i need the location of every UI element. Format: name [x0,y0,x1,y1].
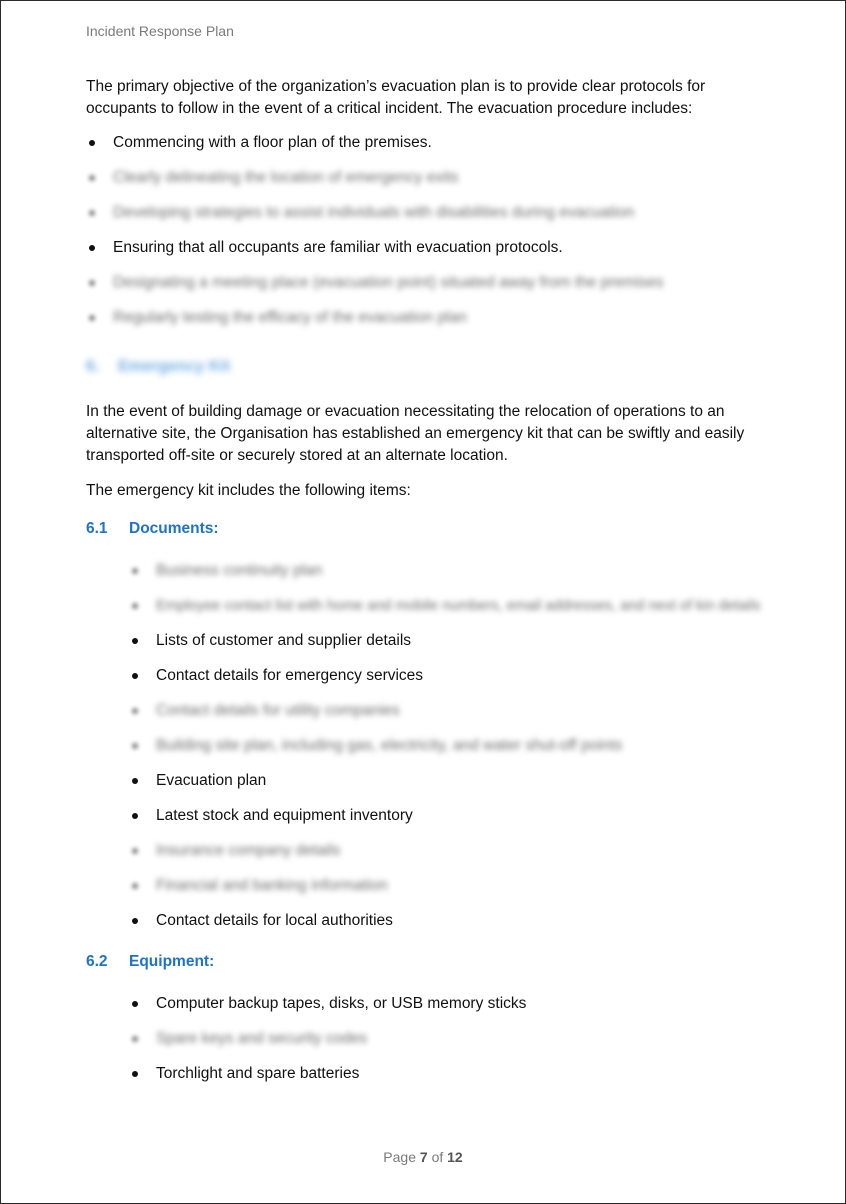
subheading-number: 6.1 [86,520,108,537]
section-heading-emergency-kit [86,358,230,376]
current-page: 7 [419,1149,428,1165]
subheading-number: 6.2 [86,953,108,970]
intro-paragraph: The primary objective of the organization’s evacuation plan is to provide clear protocols for occupants to follow in the event of a critical incident. The evacuation procedure includes: [86,78,706,117]
subheading-equipment [86,953,214,971]
subheading-documents [86,520,219,538]
emergency-kit-paragraph: In the event of building damage or evacuation necessitating the relocation of operations to an alternative site, the Organisation has established an emergency kit that can be swiftly and easily transported off-site or securely stored at an alternate location. [86,403,745,464]
kit-intro-paragraph: The emergency kit includes the following items: [86,482,411,499]
page-number-footer: Page 7 of 12 [383,1149,463,1165]
subheading-title: Equipment: [129,953,215,970]
subheading-title: Documents: [129,520,219,537]
section-title: Emergency Kit [118,358,231,375]
section-number: 6. [86,358,100,375]
document-page: Incident Response Plan The primary objective of the organization’s evacuation plan is to provide clear protocols for occupants to follow in the event of a critical incident. The evacuation procedure includes: Commencing with a floor plan of the premises. Clearly delineating the location of emergency exits Developing strategies to assist individuals with disabilities during evacuation Ensuring that all occupants are familiar with evacuation protocols. Designating a meeting place (evacuation point) situated away from the premises Regularly testing the efficacy of the evacuation plan 6. Emergency Kit In the event of building damage or evacuation necessitating the relocation of operations to an alternative site, the Organisation has established an emergency kit that can be swiftly and easily transported off-site or securely stored at an alternate location. The emergency kit includes the following items: 6.1 Documents: Business continuity plan Employee contact list with home and mobile numbers, email addresses, and next of kin details Lists of customer and supplier details Contact details for emergency services Contact details for utility companies Building site plan, including gas, electricity, and water shut-off points Evacuation plan Latest stock and equipment inventory Insurance company details Financial and banking information Contact details for local authorities 6.2 Equipment: Computer backup tapes, disks, or USB memory sticks Spare keys and security codes Torchlight and spare batteries Page 7 of 12 [0,0,846,1204]
total-pages: 12 [447,1149,463,1165]
running-header: Incident Response Plan [86,23,234,39]
